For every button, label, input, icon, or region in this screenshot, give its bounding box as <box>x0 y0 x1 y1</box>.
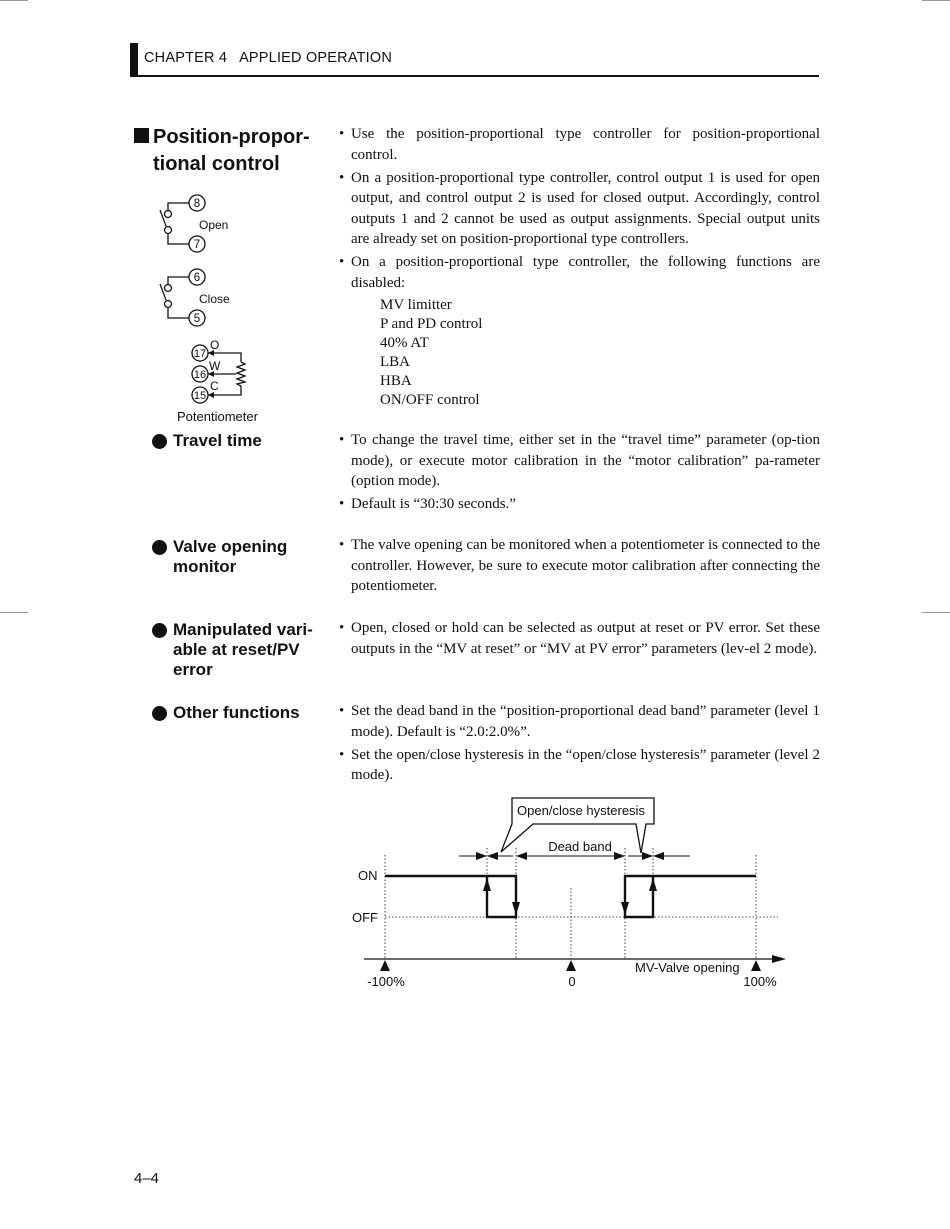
tick-label: 100% <box>743 974 777 989</box>
subsection-title-line2: monitor <box>173 557 237 576</box>
open-label: Open <box>199 218 229 232</box>
on-label: ON <box>358 868 378 883</box>
terminal-6: 6 <box>193 272 201 284</box>
pin-o-label: O <box>210 338 220 352</box>
subsection-title-line3: error <box>173 660 213 679</box>
section-heading-position-proportional <box>134 124 319 178</box>
valve-opening-body <box>338 535 820 599</box>
potentiometer-label: Potentiometer <box>177 409 258 424</box>
terminal-16: 16 <box>193 369 207 381</box>
subsection-heading-other-functions <box>152 703 327 723</box>
terminal-7: 7 <box>193 239 201 251</box>
main-section-body <box>338 124 820 410</box>
subsection-title-line1: Valve opening <box>173 537 288 556</box>
chapter-title: CHAPTER 4 APPLIED OPERATION <box>144 50 393 66</box>
bullet-item: • Use the position-proportional type controller for position-proportional control. <box>338 124 820 165</box>
chapter-bar <box>130 43 138 77</box>
bullet-item: • The valve opening can be monitored when a potentiometer is connected to the controller. However, be sure to execute motor calibration after connecting the potentiometer. <box>338 535 820 597</box>
chapter-rule <box>130 75 819 77</box>
section-title-line1: Position-propor- <box>153 126 310 148</box>
terminal-15: 15 <box>193 390 207 402</box>
subsection-heading-travel-time <box>152 431 327 451</box>
list-item: ON/OFF control <box>380 391 480 408</box>
list-item: 40% AT <box>380 334 429 351</box>
subsection-title: Travel time <box>173 431 262 450</box>
list-item: MV limitter <box>380 296 452 313</box>
disabled-functions-list <box>338 296 820 410</box>
bullet-item: • On a position-proportional type controller, control output 1 is used for open output, and control output 2 is used for closed output. Accordingly, control outputs 1 and 2 cannot be used as output assignments. Special output units are already set on position-proportional type controllers. <box>338 168 820 250</box>
wiring-diagram <box>140 190 280 430</box>
bullet-item: • On a position-proportional type controller, the following functions are disabled: <box>338 252 820 293</box>
round-bullet-icon <box>152 434 167 449</box>
mv-reset-body <box>338 618 820 662</box>
pin-w-label: W <box>209 359 221 373</box>
round-bullet-icon <box>152 540 167 555</box>
crop-mark <box>922 612 950 613</box>
tick-label: -100% <box>367 974 405 989</box>
axis-label: MV-Valve opening <box>635 960 740 975</box>
pin-c-label: C <box>210 379 219 393</box>
terminal-5: 5 <box>193 313 201 325</box>
off-label: OFF <box>352 910 378 925</box>
bullet-item: • Set the dead band in the “position-proportional dead band” parameter (level 1 mode). Default is “2.0:2.0%”. <box>338 701 820 742</box>
round-bullet-icon <box>152 706 167 721</box>
subsection-heading-valve-opening <box>152 537 327 577</box>
square-bullet-icon <box>134 128 149 143</box>
list-item: LBA <box>380 353 410 370</box>
subsection-title: Other functions <box>173 703 300 722</box>
dead-band-label: Dead band <box>548 839 612 854</box>
bullet-item: • To change the travel time, either set in the “travel time” parameter (op-tion mode), or execute motor calibration in the “motor calibration” pa-rameter (option mode). <box>338 430 820 492</box>
bullet-item: • Set the open/close hysteresis in the “open/close hysteresis” parameter (level 2 mode). <box>338 745 820 786</box>
bullet-item: • Default is “30:30 seconds.” <box>338 494 820 515</box>
subsection-title-line1: Manipulated vari- <box>173 620 313 639</box>
subsection-heading-mv-reset <box>152 620 327 680</box>
tick-label: 0 <box>568 974 576 989</box>
terminal-17: 17 <box>193 348 207 360</box>
close-label: Close <box>199 292 230 306</box>
callout-label: Open/close hysteresis <box>517 803 645 818</box>
travel-time-body <box>338 430 820 517</box>
subsection-title-line2: able at reset/PV <box>173 640 300 659</box>
crop-mark <box>0 0 28 1</box>
bullet-item: • Open, closed or hold can be selected as output at reset or PV error. Set these outputs in the “MV at reset” or “MV at PV error” parameters (lev-el 2 mode). <box>338 618 820 659</box>
list-item: HBA <box>380 372 412 389</box>
list-item: P and PD control <box>380 315 483 332</box>
terminal-8: 8 <box>193 198 201 210</box>
round-bullet-icon <box>152 623 167 638</box>
hysteresis-diagram <box>340 792 800 997</box>
crop-mark <box>0 612 28 613</box>
output-signal <box>385 876 756 917</box>
page-number: 4–4 <box>134 1170 160 1187</box>
crop-mark <box>922 0 950 1</box>
other-functions-body <box>338 701 820 788</box>
section-title-line2: tional control <box>153 153 280 175</box>
